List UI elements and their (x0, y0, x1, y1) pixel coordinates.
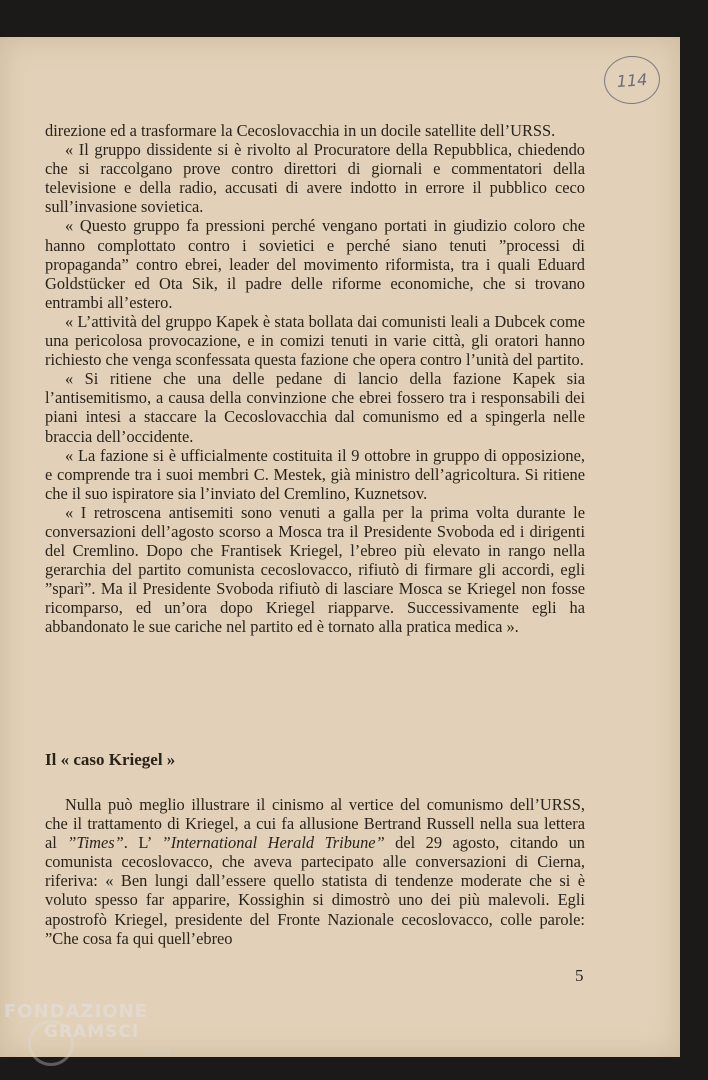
paragraph-continuation: direzione ed a trasformare la Cecoslovacchia in un docile satellite dell’URSS. (45, 121, 556, 140)
paragraph: « Il gruppo dissidente si è rivolto al Procuratore della Repubblica, chiedendo che si raccolgano prove contro direttori di giornali e commentatori della televisione e della radio, accusati di avere indotto in errore il pubblico ceco sull’invasione sovietica. (45, 140, 585, 217)
times-title: ”Times” (67, 833, 124, 853)
paragraph: « L’attività del gruppo Kapek è stata bollata dai comunisti leali a Dubcek come una pericolosa provocazione, e in comizi tenuti in varie città, gli oratori hanno richiesto che venga sconfessata questa fazione che opera contro l’unità del partito. (45, 311, 585, 370)
iht-title: ”International Herald Tribune” (161, 833, 385, 853)
section-text-1: Nulla può meglio illustrare il cinismo al vertice del comunismo dell’URSS, che il trattamento di Kriegel, a cui fa allusione Bertrand Russell nella sua lettera al (45, 795, 585, 853)
section-heading: Il « caso Kriegel » (45, 750, 176, 769)
section-paragraph (45, 795, 585, 948)
paragraph: « I retroscena antisemiti sono venuti a galla per la prima volta durante le conversazioni dell’agosto scorso a Mosca tra il Presidente Svoboda ed i dirigenti del Cremlino. Dopo che Frantisek Kriegel, l’ebreo più elevato in rango nella gerarchia del partito comunista cecoslovacco, rifiutò di firmare gli accordi, egli ”sparì”. Ma il Presidente Svoboda rifiutò di lasciare Mosca se Kriegel non fosse ricomparso, ed un’ora dopo Kriegel riapparve. Successivamente egli ha abbandonato le sue cariche nel partito ed è tornato alla pratica medica ». (45, 502, 585, 637)
paragraph: « Si ritiene che una delle pedane di lancio della fazione Kapek sia l’antisemitismo, a causa della convinzione che ebrei fossero tra i responsabili dei piani intesi a staccare la Cecoslovacchia dal comunismo ed a spingerla nelle braccia dell’occidente. (45, 369, 585, 446)
watermark-line-2: GRAMSCI (44, 1022, 140, 1042)
watermark-line-1: FONDAZIONE (4, 1001, 148, 1022)
watermark (4, 1002, 148, 1042)
body-text (45, 121, 585, 637)
section-text-2: . L’ (123, 833, 162, 853)
section-text-3: del 29 agosto, citando un comunista cecoslovacco, che aveva partecipato alle conversazioni di Cierna, riferiva: « Ben lungi dall’essere quello statista di tendenze moderate che si è voluto spesso far apparire, Kossighin si dimostrò uno dei più malevoli. Egli apostrofò Kriegel, presidente del Fronte Nazionale cecoslovacco, colle parole: ”Che cosa fa qui quell’ebreo (45, 833, 585, 948)
paragraph: « La fazione si è ufficialmente costituita il 9 ottobre in gruppo di opposizione, e comprende tra i suoi membri C. Mestek, già ministro dell’agricoltura. Si ritiene che il suo ispiratore sia l’inviato del Cremlino, Kuznetsov. (45, 445, 585, 503)
paragraph: « Questo gruppo fa pressioni perché vengano portati in giudizio coloro che hanno complottato contro i sovietici e perché siano tenuti ”processi di propaganda” contro ebrei, leader del movimento riformista, tra i quali Eduard Goldstücker ed Ota Sik, il padre delle riforme economiche, che si trovano entrambi all’estero. (45, 216, 585, 312)
folio-number: 114 (616, 69, 648, 91)
watermark-line-3: onlus (143, 1047, 170, 1058)
page-number: 5 (575, 966, 584, 985)
